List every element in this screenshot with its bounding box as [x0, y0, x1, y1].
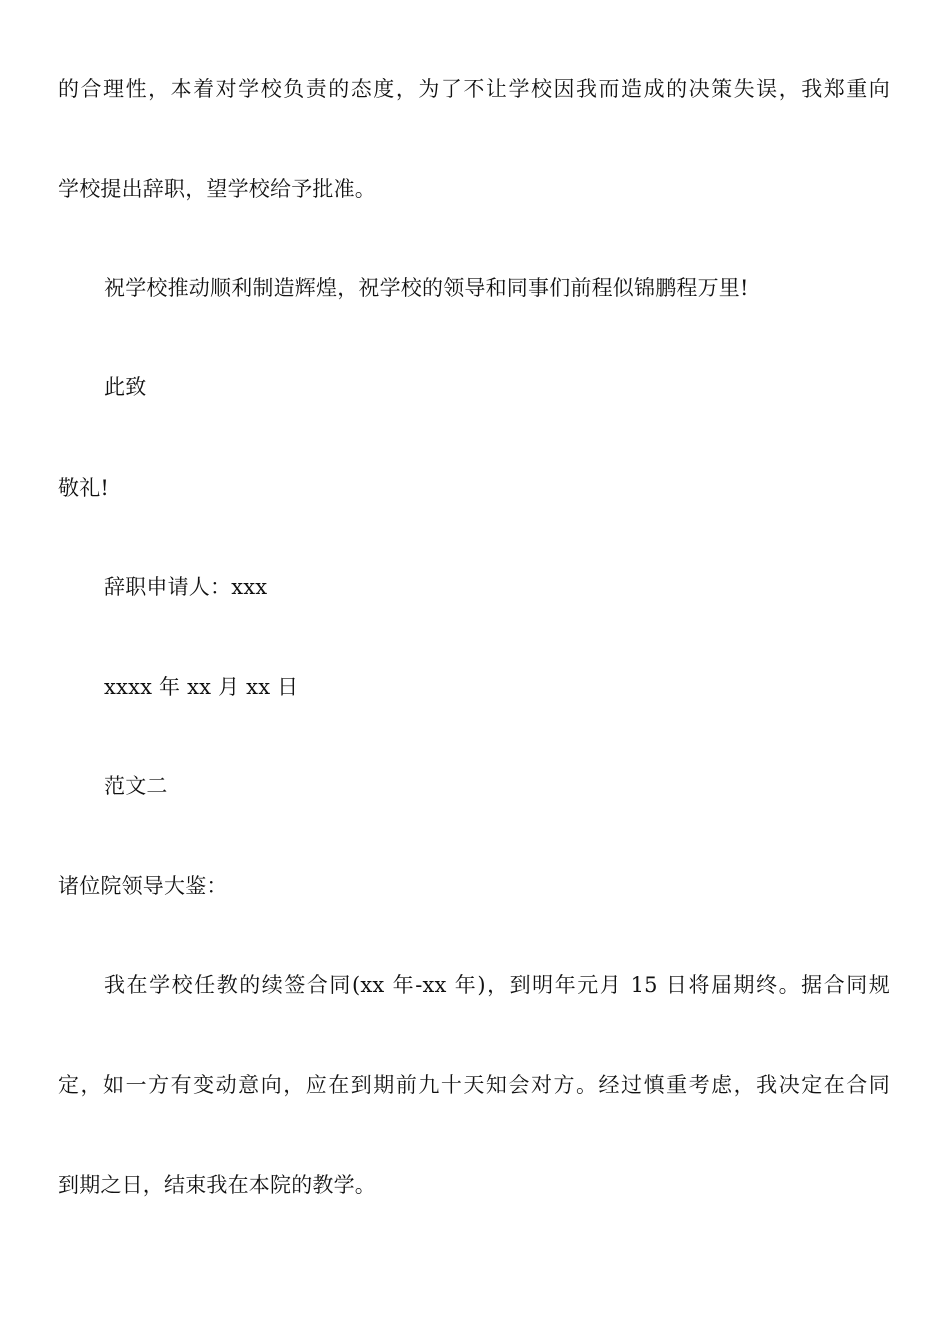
- date-line: xxxx 年 xx 月 xx 日: [104, 675, 299, 699]
- closing-salutation: 此致: [104, 375, 147, 399]
- signature-line: 辞职申请人：xxx: [104, 575, 268, 599]
- paragraph-line-1: 的合理性，本着对学校负责的态度，为了不让学校因我而造成的决策失误，我郑重向: [58, 77, 890, 101]
- paragraph-line-4: 定，如一方有变动意向，应在到期前九十天知会对方。经过慎重考虑，我决定在合同: [58, 1073, 890, 1097]
- paragraph-line-2: 学校提出辞职，望学校给予批准。: [58, 177, 376, 201]
- closing-respect: 敬礼!: [58, 476, 110, 500]
- greeting-line: 诸位院领导大鉴：: [58, 874, 228, 898]
- blessing-line: 祝学校推动顺利制造辉煌，祝学校的领导和同事们前程似锦鹏程万里!: [104, 276, 749, 300]
- paragraph-line-3: 我在学校任教的续签合同(xx 年-xx 年)，到明年元月 15 日将届期终。据合同规: [104, 973, 890, 997]
- paragraph-line-5: 到期之日，结束我在本院的教学。: [58, 1173, 376, 1197]
- section-heading: 范文二: [104, 774, 168, 798]
